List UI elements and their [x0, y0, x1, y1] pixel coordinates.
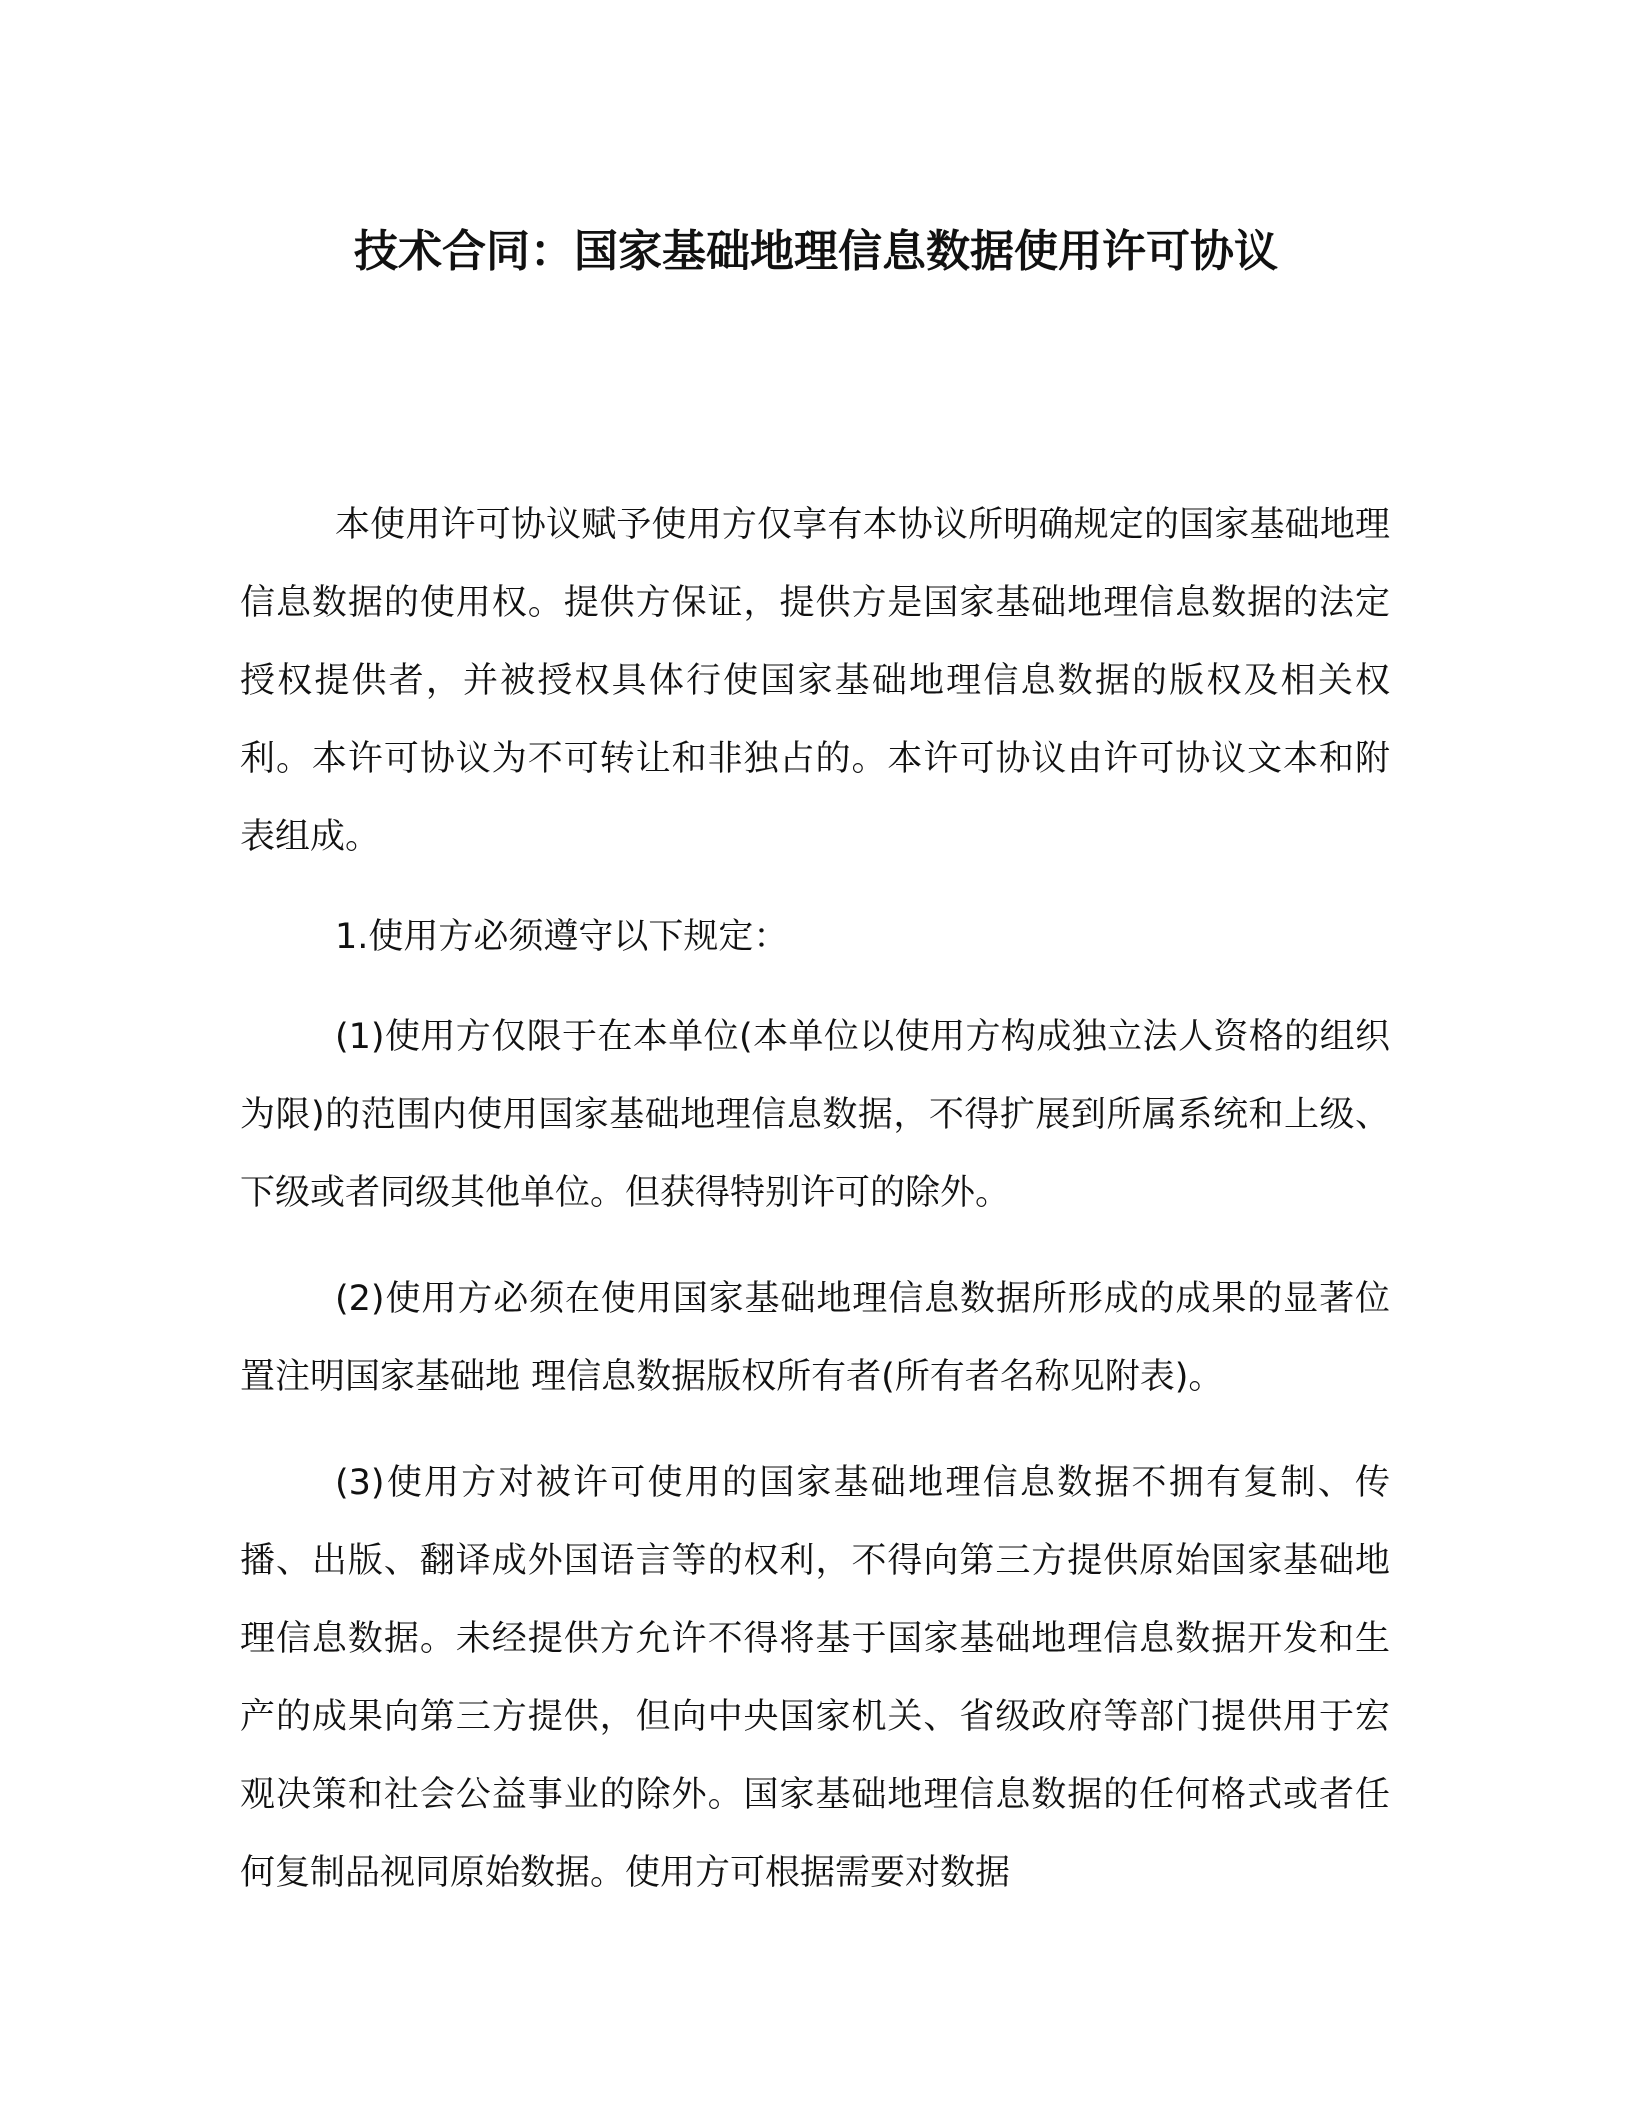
- section-1-heading: 1.使用方必须遵守以下规定：: [335, 917, 789, 957]
- clause-1-paragraph: (1)使用方仅限于在本单位(本单位以使用方构成独立法人资格的组织为限)的范围内使用国家基础地理信息数据，不得扩展到所属系统和上级、下级或者同级其他单位。但获得特别许可的除外。: [240, 1017, 1390, 1213]
- document-title: 技术合同：国家基础地理信息数据使用许可协议: [354, 226, 1278, 277]
- document-body: [240, 486, 1390, 1940]
- clause-2-paragraph: (2)使用方必须在使用国家基础地理信息数据所形成的成果的显著位置注明国家基础地 理信息数据版权所有者(所有者名称见附表)。: [240, 1279, 1390, 1397]
- clause-3-paragraph: (3)使用方对被许可使用的国家基础地理信息数据不拥有复制、传播、出版、翻译成外国语言等的权利，不得向第三方提供原始国家基础地理信息数据。未经提供方允许不得将基于国家基础地理信息数据开发和生产的成果向第三方提供，但向中央国家机关、省级政府等部门提供用于宏观决策和社会公益事业的除外。国家基础地理信息数据的任何格式或者任何复制品视同原始数据。使用方可根据需要对数据: [240, 1463, 1390, 1893]
- intro-paragraph: 本使用许可协议赋予使用方仅享有本协议所明确规定的国家基础地理信息数据的使用权。提供方保证，提供方是国家基础地理信息数据的法定授权提供者，并被授权具体行使国家基础地理信息数据的版权及相关权利。本许可协议为不可转让和非独占的。本许可协议由许可协议文本和附表组成。: [240, 505, 1390, 857]
